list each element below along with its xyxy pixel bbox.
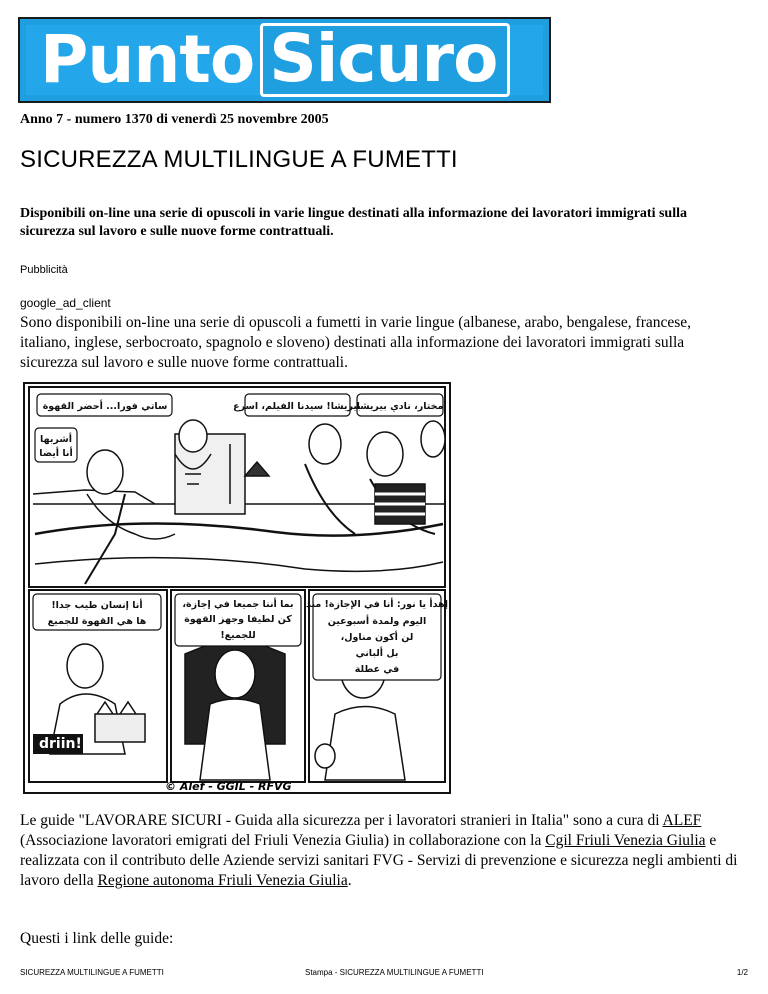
ad-client-text: google_ad_client: [20, 296, 111, 310]
comic-credit: © Alef - GGIL - RFVG: [165, 780, 292, 793]
print-footer: [0, 965, 768, 981]
guide-text-3: e realizzata con il contributo delle Aziende servizi sanitari FVG - Servizi di prevenzione e sicurezza negli ambienti di lavoro della: [20, 832, 738, 889]
bubble-text-2: بيريشا! سيدنا الفيلم، اسرع: [233, 401, 361, 412]
bubble-text-8: بما أننا جميعا في إجازة،: [182, 599, 294, 610]
bubble-text-9: كن لطيفا وجهز القهوة: [184, 614, 292, 625]
issue-line: Anno 7 - numero 1370 di venerdì 25 novembre 2005: [20, 112, 329, 127]
bubble-text-3: مختار، نادي بيريشا: [356, 401, 444, 412]
guide-paragraph: [20, 811, 745, 891]
footer-left: SICUREZZA MULTILINGUE A FUMETTI: [20, 968, 164, 977]
bubble-text-13: لن أكون مناول،: [340, 632, 414, 643]
bubble-text-5: أنا أيضا: [39, 448, 73, 459]
guide-text-4: .: [347, 872, 352, 889]
bubble-text-6: أنا إنسان طيب جدا!: [51, 600, 143, 611]
bubble-text-7: ها هي القهوة للجميع: [47, 616, 147, 627]
article-title: SICUREZZA MULTILINGUE A FUMETTI: [20, 146, 458, 173]
cgil-fvg-link[interactable]: Cgil Friuli Venezia Giulia: [545, 832, 706, 849]
logo-text-sicuro: Sicuro: [260, 23, 510, 97]
guide-text-2: (Associazione lavoratori emigrati del Friuli Venezia Giulia) in collaborazione con la: [20, 832, 546, 849]
article-abstract: Disponibili on-line una serie di opuscoli in varie lingue destinati alla informazione dei lavoratori immigrati sulla sicurezza sul lavoro e sulle nuove forme contrattuali.: [20, 206, 687, 239]
bubble-text-4: أشربها: [40, 434, 72, 445]
advertising-label: Pubblicità: [20, 264, 68, 276]
guide-text-1: Le guide "LAVORARE SICURI - Guida alla sicurezza per i lavoratori stranieri in Italia" sono a cura di: [20, 812, 663, 829]
alef-link[interactable]: ALEF: [662, 812, 702, 829]
bubble-text-10: للجميع!: [220, 630, 256, 641]
bubble-text-12: اليوم ولمدة أسبوعين: [327, 616, 427, 627]
logo-text-punto: Punto: [40, 21, 255, 98]
regione-fvg-link[interactable]: Regione autonoma Friuli Venezia Giulia: [97, 872, 348, 889]
bubble-text-15: في عطلة: [354, 664, 400, 675]
bubble-text-14: بل ألباني: [355, 648, 399, 659]
logo-wordmark: [26, 20, 543, 98]
sound-effect-driin: driin!: [39, 736, 82, 752]
bubble-text-11: إهدأ يا نور: أنا في الإجازة! منذ: [306, 599, 448, 610]
comic-strip-image: [23, 382, 451, 794]
intro-paragraph: Sono disponibili on-line una serie di opuscoli a fumetti in varie lingue (albanese, arabo, bengalese, francese, italiano, inglese, serbocroato, spagnolo e sloveno) destinati alla informazione dei lavoratori immigrati sulla sicurezza sul lavoro e sulle nuove forme contrattuali.: [20, 314, 692, 371]
bubble-text-1: ساتي فورا... أحضر القهوة: [42, 401, 168, 412]
footer-page-number: 1/2: [736, 968, 748, 977]
puntosicuro-logo: [18, 17, 551, 103]
footer-center: Stampa - SICUREZZA MULTILINGUE A FUMETTI: [305, 968, 484, 977]
links-intro: Questi i link delle guide:: [20, 930, 174, 947]
